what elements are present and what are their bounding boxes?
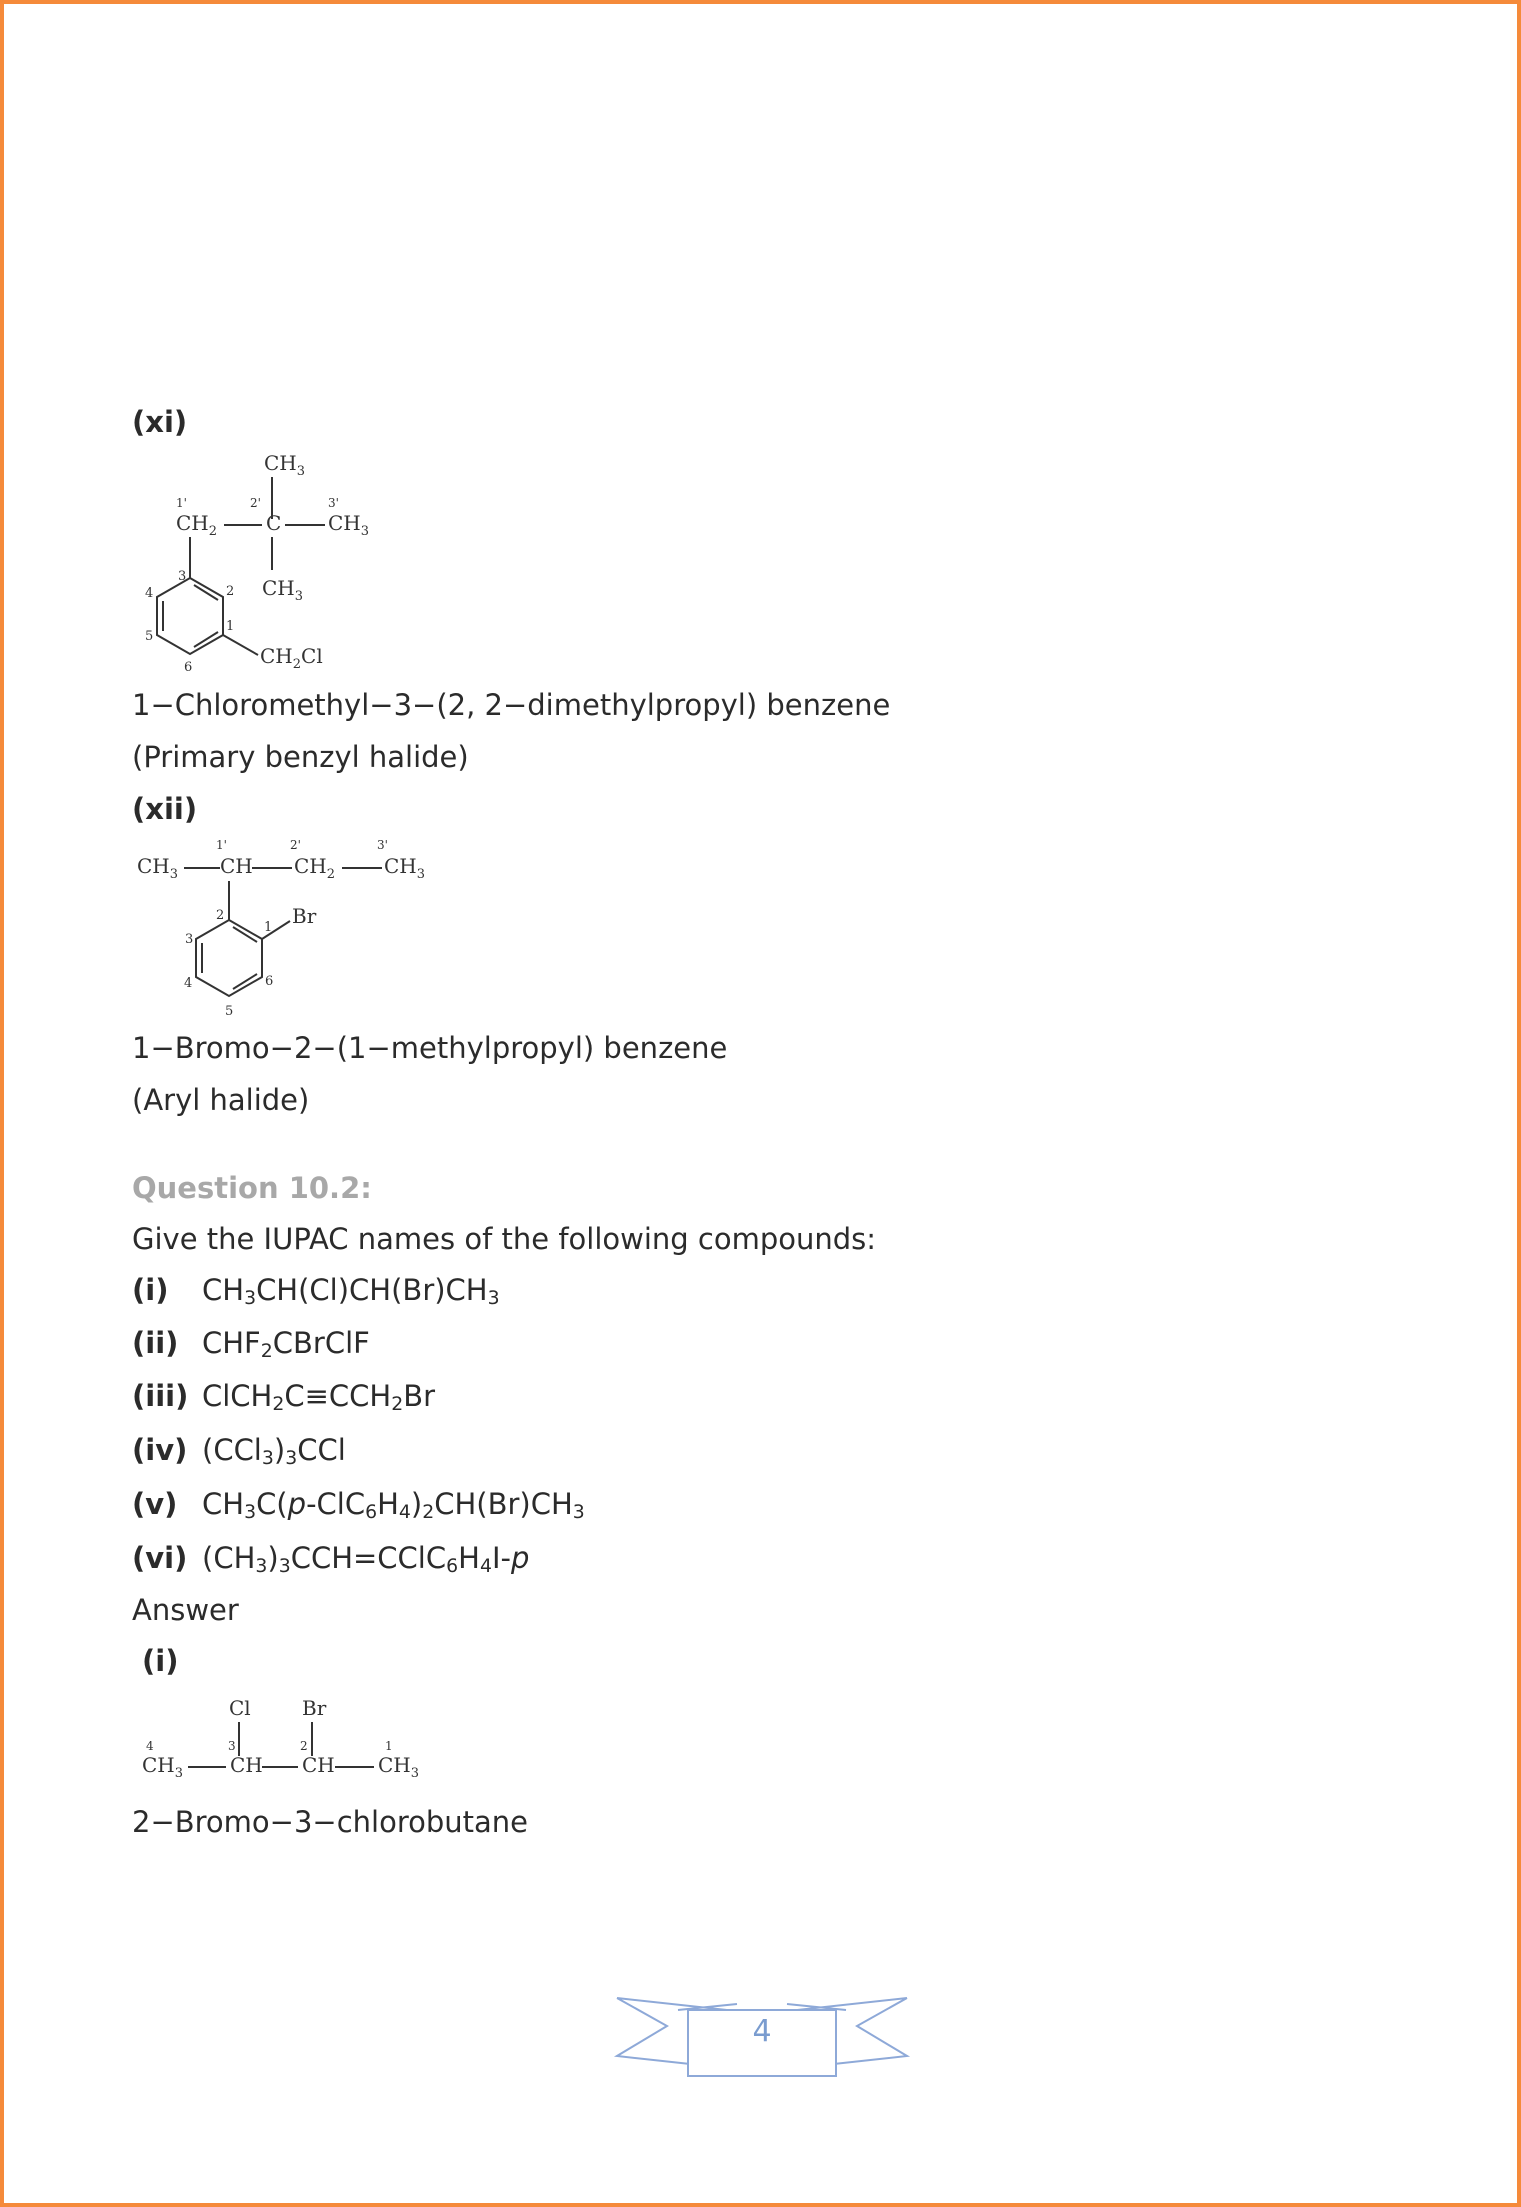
formula: $(CCl_3)_3CCl$ <box>202 1433 346 1469</box>
question-item-v <box>132 1486 585 1522</box>
svg-text:CH2Cl: $CH_2Cl$ <box>260 644 323 672</box>
svg-text:2: 2 <box>300 1739 308 1753</box>
svg-text:CH3: $CH_3$ <box>378 1753 420 1781</box>
question-item-ii <box>132 1325 370 1361</box>
svg-text:3': 3' <box>328 496 339 510</box>
item-label: (vi) <box>132 1541 188 1575</box>
question-item-i <box>132 1272 500 1308</box>
svg-text:4: 4 <box>146 1739 154 1753</box>
svg-text:6: 6 <box>184 660 193 675</box>
svg-text:Br: Br <box>292 904 317 928</box>
page-number: 4 <box>752 2014 772 2049</box>
formula: $CHF_2CBrClF$ <box>202 1326 370 1362</box>
svg-text:2': 2' <box>290 838 301 852</box>
svg-text:3: 3 <box>185 932 194 947</box>
item-label: (iii) <box>132 1379 189 1413</box>
item-label: (ii) <box>132 1326 179 1360</box>
compound-name-xi: 1−Chloromethyl−3−(2, 2−dimethylpropyl) benzene <box>132 688 891 722</box>
svg-text:CH3: $CH_3$ <box>262 576 304 604</box>
svg-text:1: 1 <box>264 920 273 935</box>
svg-text:Cl: Cl <box>229 1696 251 1720</box>
compound-name-xii: 1−Bromo−2−(1−methylpropyl) benzene <box>132 1031 728 1065</box>
svg-text:CH2: $CH_2$ <box>294 854 336 882</box>
svg-text:4: 4 <box>184 976 193 991</box>
answer-label: Answer <box>132 1593 239 1627</box>
item-label: (v) <box>132 1487 178 1521</box>
compound-type-xii: (Aryl halide) <box>132 1083 310 1117</box>
question-prompt: Give the IUPAC names of the following compounds: <box>132 1222 877 1256</box>
item-label: (iv) <box>132 1433 188 1467</box>
answer-name-i: 2−Bromo−3−chlorobutane <box>132 1805 529 1839</box>
item-label: (i) <box>132 1273 169 1307</box>
svg-text:5: 5 <box>225 1004 234 1019</box>
compound-type-xi: (Primary benzyl halide) <box>132 740 469 774</box>
svg-text:4: 4 <box>145 586 154 601</box>
svg-text:CH2: $CH_2$ <box>176 511 218 539</box>
question-item-vi <box>132 1540 529 1576</box>
page-number-ribbon <box>612 1990 912 2080</box>
svg-text:3: 3 <box>178 569 187 584</box>
svg-text:CH3: $CH_3$ <box>384 854 426 882</box>
svg-text:2': 2' <box>250 496 261 510</box>
svg-text:Br: Br <box>302 1696 327 1720</box>
item-label-xi: (xi) <box>132 405 188 439</box>
svg-text:CH3: $CH_3$ <box>328 511 370 539</box>
question-heading: Question 10.2: <box>132 1171 372 1205</box>
svg-text:6: 6 <box>265 974 274 989</box>
structure-xi <box>132 445 392 684</box>
svg-text:CH3: $CH_3$ <box>142 1753 184 1781</box>
formula: $ClCH_2C\equiv CCH_2Br$ <box>202 1379 436 1415</box>
svg-text:1: 1 <box>226 619 235 634</box>
answer-item-label-i: (i) <box>142 1644 179 1678</box>
item-label-xii: (xii) <box>132 792 198 826</box>
formula: $CH_3CH(Cl)CH(Br)CH_3$ <box>202 1273 500 1309</box>
svg-text:1': 1' <box>176 496 187 510</box>
svg-text:1: 1 <box>385 1739 393 1753</box>
svg-text:CH3: $CH_3$ <box>264 451 306 479</box>
svg-text:CH: CH <box>302 1753 335 1777</box>
svg-text:CH: CH <box>220 854 253 878</box>
svg-text:1': 1' <box>216 838 227 852</box>
svg-text:CH3: $CH_3$ <box>137 854 179 882</box>
structure-xii <box>132 835 432 1024</box>
svg-text:2: 2 <box>226 584 235 599</box>
svg-text:2: 2 <box>216 908 225 923</box>
formula: $(CH_3)_3CCH=CClC_6H_4I-p$ <box>202 1541 530 1577</box>
structure-answer-i <box>132 1690 452 1794</box>
question-item-iv <box>132 1432 346 1468</box>
svg-text:5: 5 <box>145 629 154 644</box>
svg-text:C: C <box>266 511 282 535</box>
svg-text:CH: CH <box>230 1753 263 1777</box>
question-item-iii <box>132 1378 435 1414</box>
formula: $CH_3C(p-ClC_6H_4)_2CH(Br)CH_3$ <box>202 1487 585 1523</box>
svg-text:3: 3 <box>228 1739 236 1753</box>
svg-text:3': 3' <box>377 838 388 852</box>
